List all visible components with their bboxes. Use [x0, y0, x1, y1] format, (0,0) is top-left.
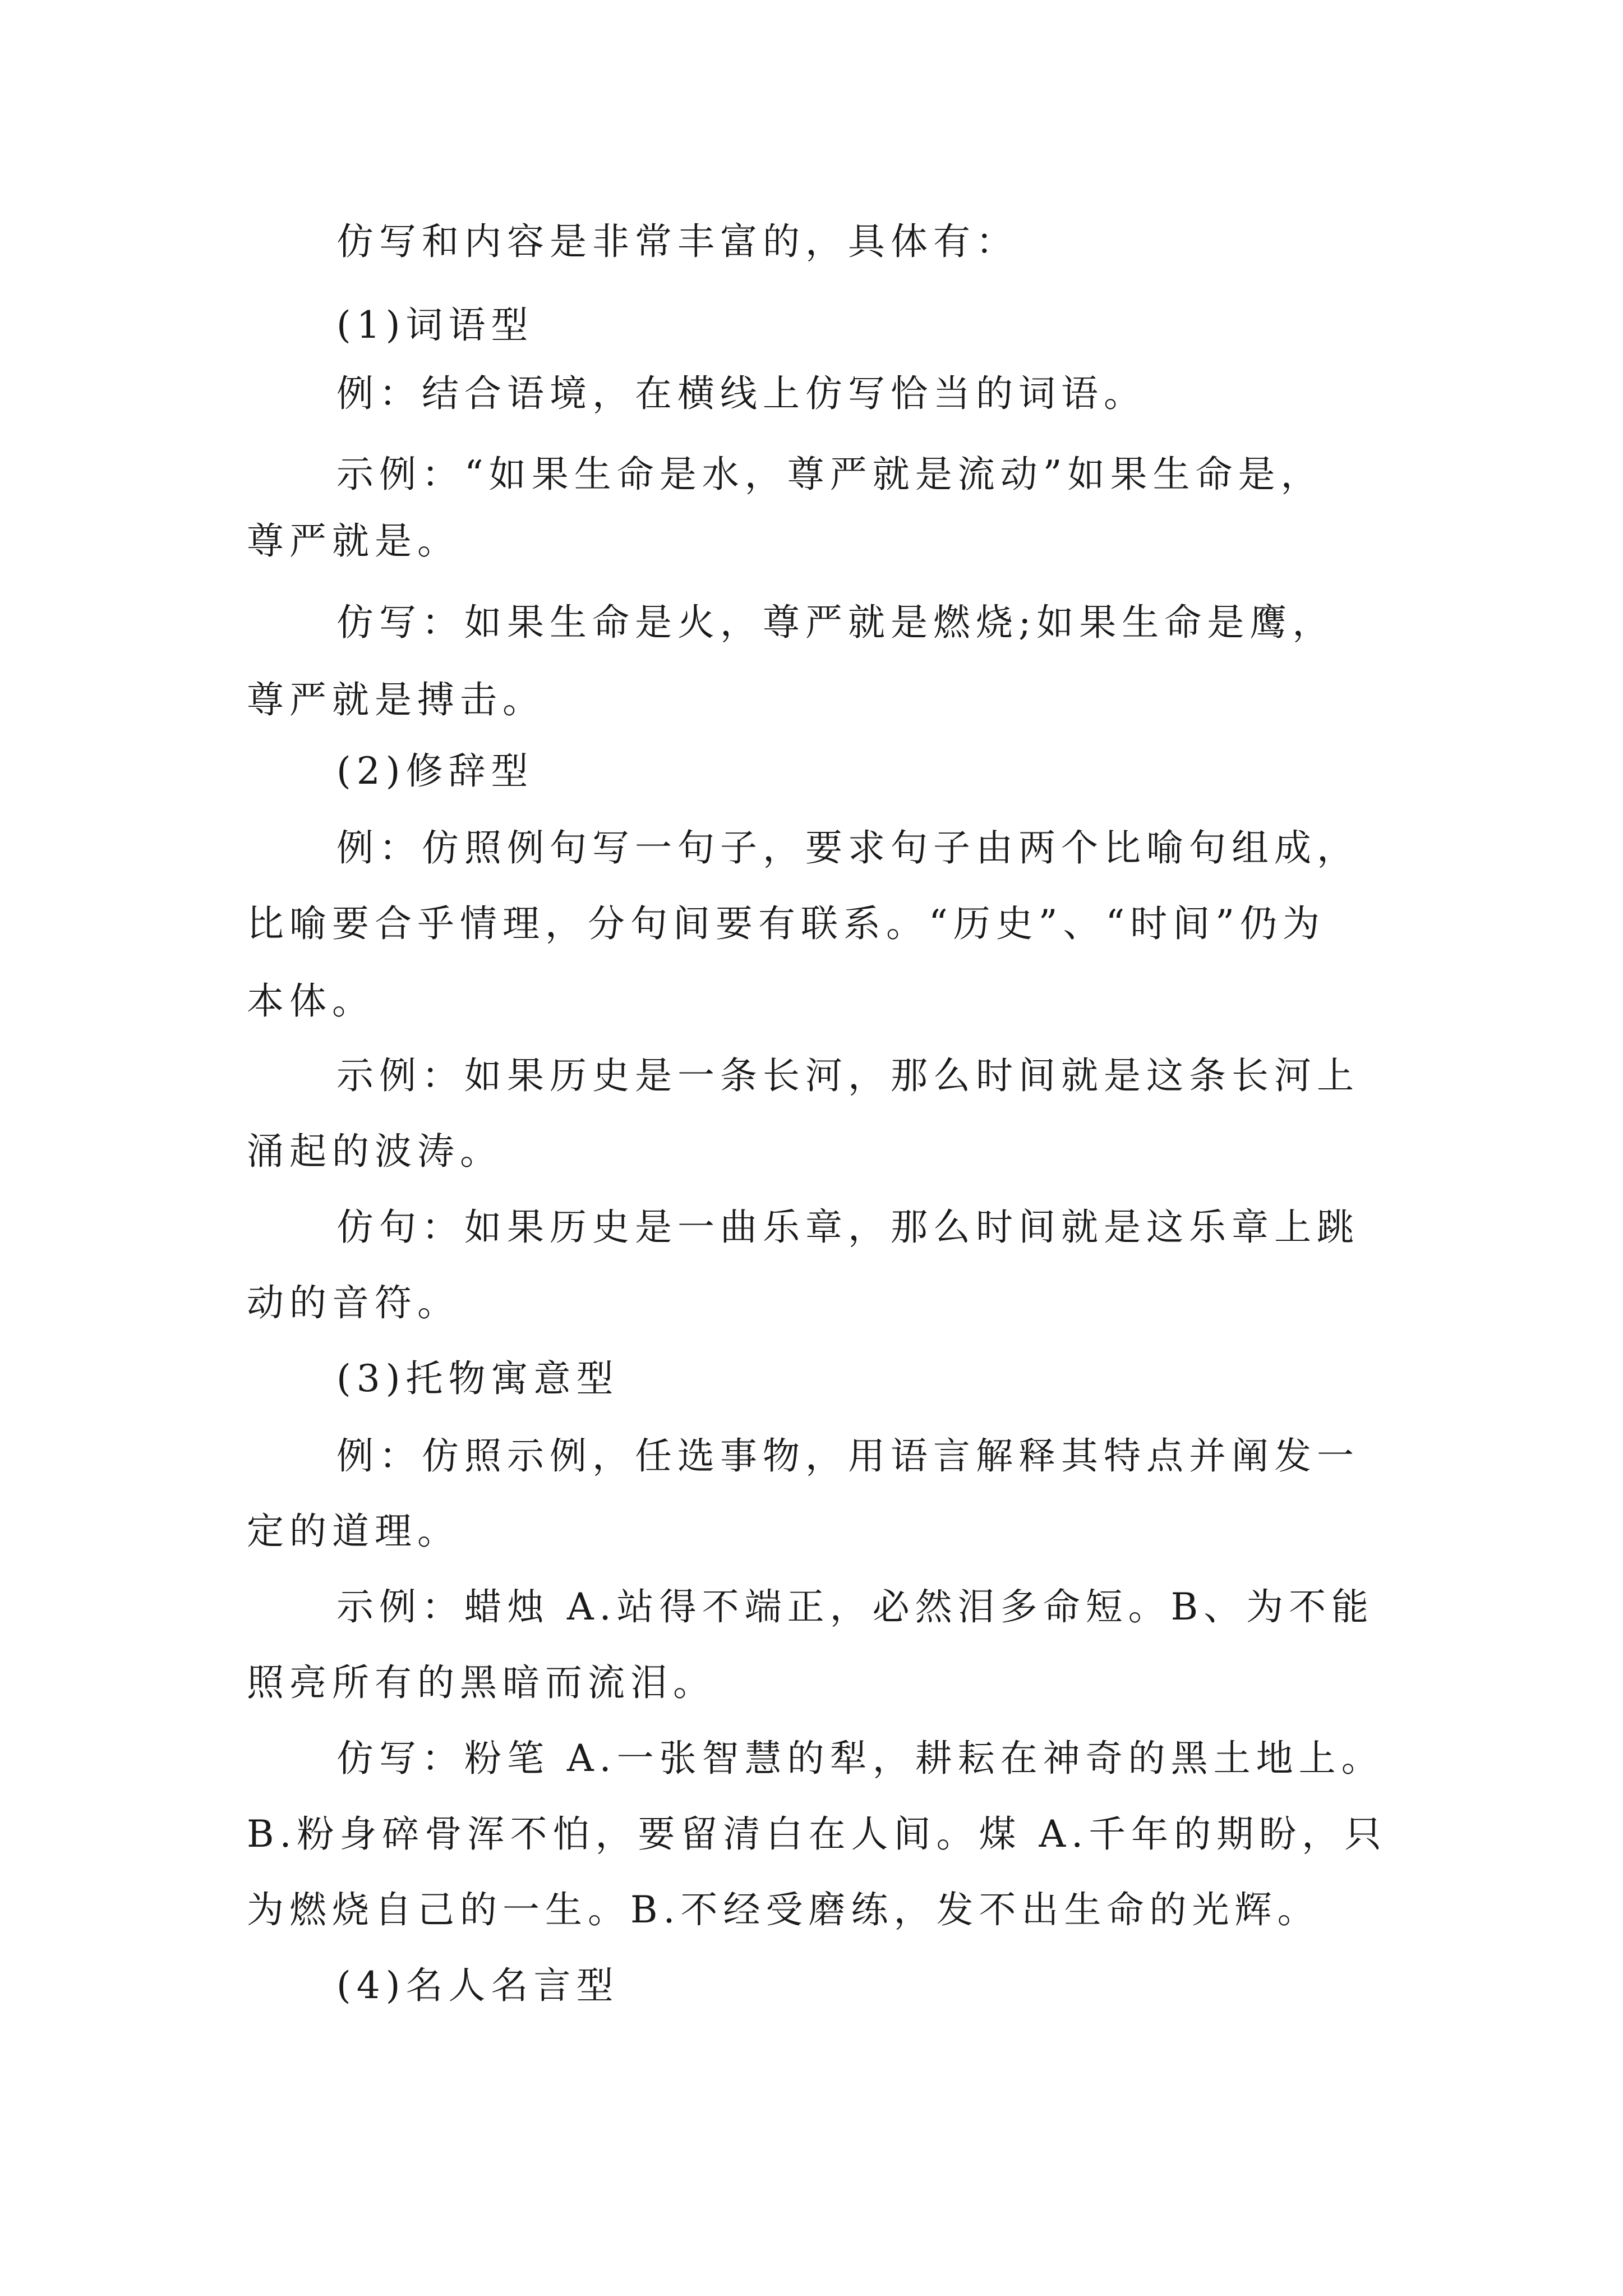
paragraph-intro: 仿写和内容是非常丰富的，具体有：	[336, 220, 1018, 263]
paragraph-word-imitation: 仿写：如果生命是火，尊严就是燃烧;如果生命是鹰，	[336, 601, 1335, 644]
paragraph-rhetoric-imitation-cont: 动的音符。	[247, 1281, 460, 1324]
paragraph-metaphor-sample: 示例：蜡烛 A.站得不端正，必然泪多命短。B、为不能	[336, 1585, 1375, 1628]
paragraph-metaphor-example-cont: 定的道理。	[247, 1510, 460, 1553]
paragraph-metaphor-imitation: 仿写：粉笔 A.一张智慧的犁，耕耘在神奇的黑土地上。	[336, 1737, 1384, 1780]
paragraph-rhetoric-sample-cont: 涌起的波涛。	[247, 1130, 502, 1173]
paragraph-word-example: 例：结合语境，在横线上仿写恰当的词语。	[336, 372, 1146, 415]
paragraph-word-sample-cont: 尊严就是。	[247, 519, 460, 563]
paragraph-word-imitation-cont: 尊严就是搏击。	[247, 678, 545, 721]
paragraph-rhetoric-example-cont: 比喻要合乎情理，分句间要有联系。“历史”、“时间”仍为	[247, 902, 1325, 945]
heading-quote-type: (4)名人名言型	[336, 1964, 619, 2007]
paragraph-rhetoric-example: 例：仿照例句写一句子，要求句子由两个比喻句组成，	[336, 826, 1359, 869]
paragraph-rhetoric-imitation: 仿句：如果历史是一曲乐章，那么时间就是这乐章上跳	[336, 1205, 1359, 1249]
paragraph-metaphor-imitation-cont: B.粉身碎骨浑不怕，要留清白在人间。煤 A.千年的期盼，只	[247, 1812, 1387, 1856]
paragraph-word-sample: 示例：“如果生命是水，尊严就是流动”如果生命是，	[336, 453, 1324, 496]
heading-rhetoric-type: (2)修辞型	[336, 749, 534, 793]
paragraph-metaphor-imitation-end: 为燃烧自己的一生。B.不经受磨练，发不出生命的光辉。	[247, 1888, 1320, 1931]
paragraph-metaphor-sample-cont: 照亮所有的黑暗而流泪。	[247, 1661, 716, 1704]
heading-metaphor-type: (3)托物寓意型	[336, 1357, 619, 1400]
paragraph-metaphor-example: 例：仿照示例，任选事物，用语言解释其特点并阐发一	[336, 1434, 1359, 1478]
paragraph-rhetoric-sample: 示例：如果历史是一条长河，那么时间就是这条长河上	[336, 1054, 1359, 1097]
paragraph-rhetoric-example-end: 本体。	[247, 979, 375, 1023]
heading-word-type: (1)词语型	[336, 303, 534, 347]
